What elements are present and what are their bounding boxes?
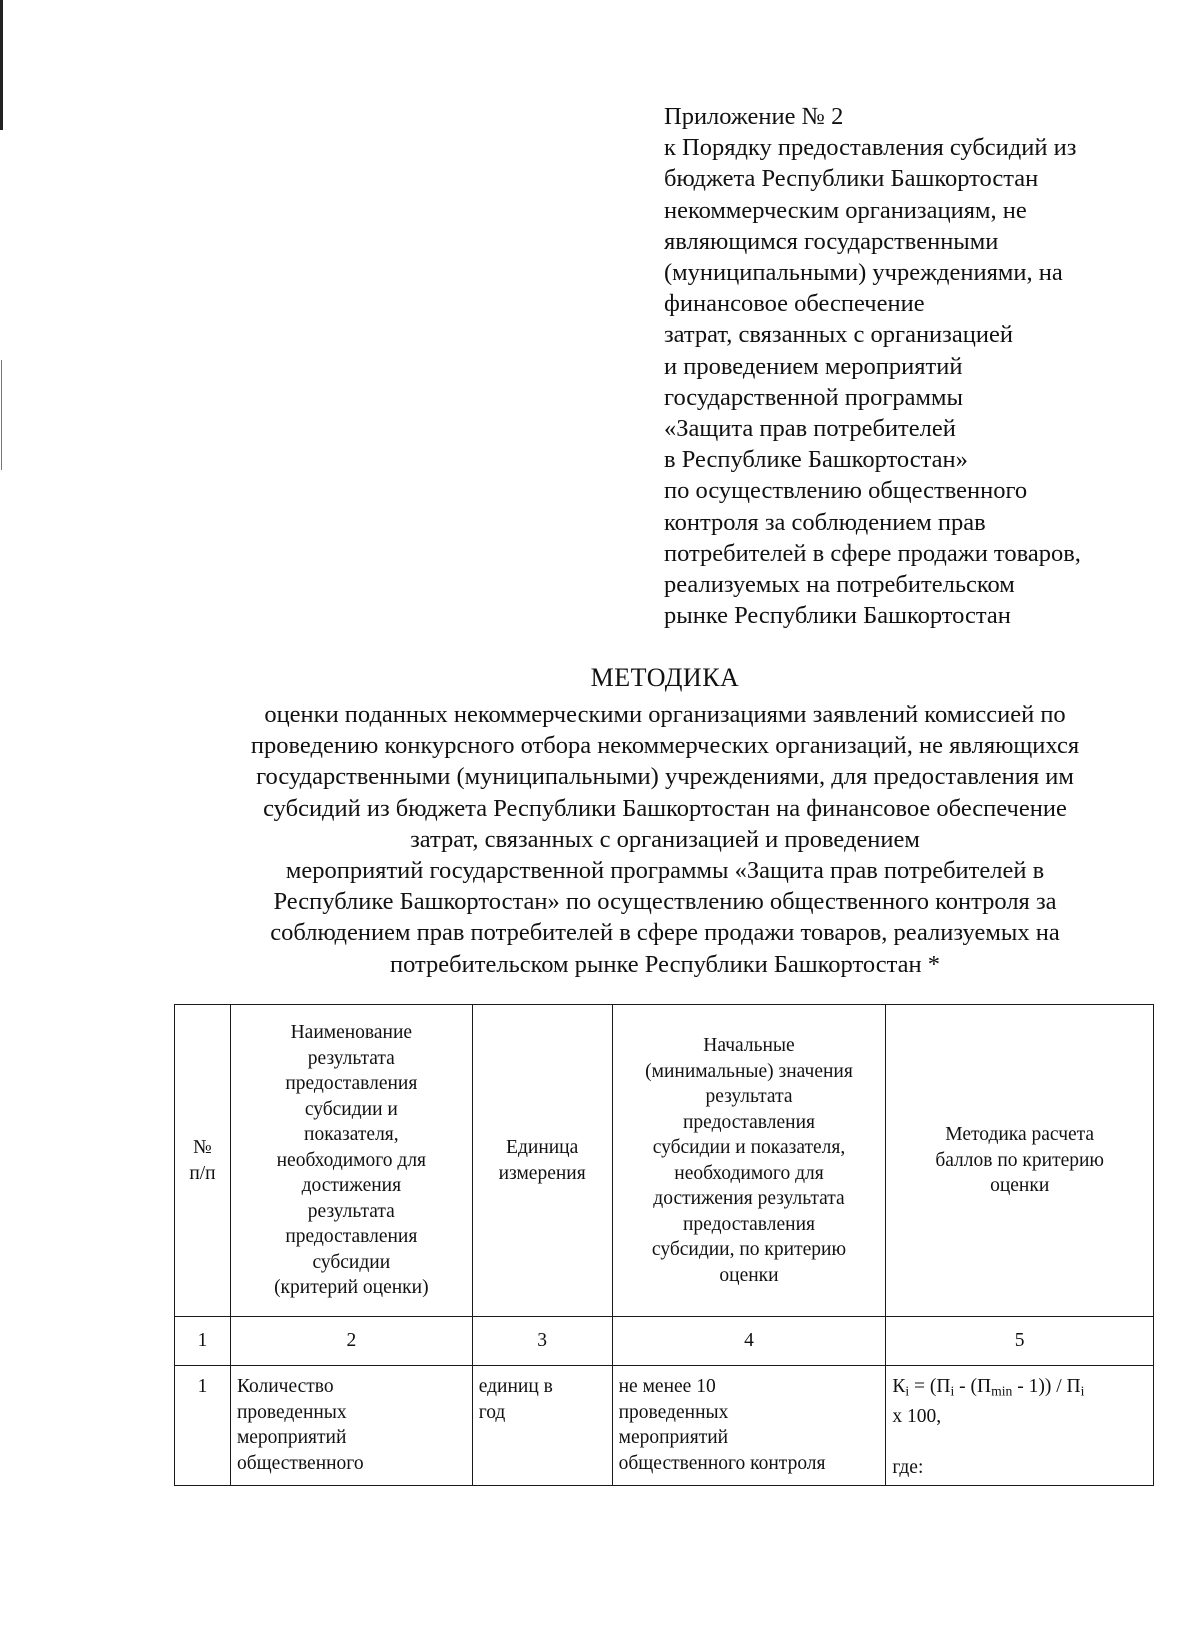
subtitle-line: затрат, связанных с организацией и проведением — [410, 825, 920, 853]
appendix-line: и проведением мероприятий — [664, 352, 963, 380]
column-number-row — [175, 1317, 1154, 1366]
appendix-line: «Защита прав потребителей — [664, 415, 956, 443]
appendix-line: реализуемых на потребительском — [664, 571, 1015, 599]
column-number: 3 — [472, 1317, 612, 1366]
subtitle-line: государственными (муниципальными) учреждениями, для предоставления им — [256, 763, 1074, 791]
appendix-line: контроля за соблюдением прав — [664, 508, 986, 536]
column-number: 4 — [612, 1317, 886, 1366]
appendix-line: в Республике Башкортостан» — [664, 446, 968, 474]
appendix-line: (муниципальными) учреждениями, на — [664, 259, 1063, 287]
formula-line: $К_i = (П_i - (П_{min} - 1)) / П_i$ — [892, 1376, 1085, 1399]
header-unit: Единица измерения — [472, 1005, 612, 1317]
appendix-line: финансовое обеспечение — [664, 290, 925, 318]
appendix-line: к Порядку предоставления субсидий из — [664, 134, 1077, 162]
header-num: № п/п — [175, 1005, 231, 1317]
subtitle-line: проведению конкурсного отбора некоммерческих организаций, не являющихся — [250, 732, 1080, 760]
column-number: 1 — [175, 1317, 231, 1366]
appendix-line: бюджета Республики Башкортостан — [664, 165, 1039, 193]
appendix-line: некоммерческим организациям, не — [664, 196, 1027, 224]
row-criterion-name: Количество проведенных мероприятий общественного — [230, 1366, 472, 1486]
subtitle-line: мероприятий государственной программы «Защита прав потребителей в — [285, 857, 1045, 885]
appendix-line: рынке Республики Башкортостан — [664, 602, 1011, 630]
subtitle-line: оценки поданных некоммерческими организациями заявлений комиссией по — [264, 701, 1066, 728]
column-number: 5 — [886, 1317, 1154, 1366]
column-number: 2 — [230, 1317, 472, 1366]
subtitle-line: Республике Башкортостан» по осуществлению общественного контроля за — [273, 888, 1057, 916]
formula-line: х 100, — [892, 1405, 942, 1427]
criteria-table — [174, 1004, 1154, 1486]
header-method: Методика расчета баллов по критерию оценки — [886, 1005, 1154, 1317]
table-row — [175, 1366, 1154, 1486]
scan-edge-mark — [1, 360, 2, 470]
subtitle-line: субсидий из бюджета Республики Башкортостан на финансовое обеспечение — [263, 794, 1067, 822]
row-formula — [886, 1366, 1154, 1486]
appendix-line: по осуществлению общественного — [664, 477, 1028, 505]
appendix-line: государственной программы — [664, 383, 963, 411]
document-subtitle — [150, 699, 1180, 980]
appendix-line: потребителей в сфере продажи товаров, — [664, 539, 1081, 567]
appendix-line: являющимся государственными — [664, 227, 999, 255]
scan-edge-mark — [0, 0, 3, 130]
row-number: 1 — [175, 1366, 231, 1486]
header-initial: Начальные (минимальные) значения результата предоставления субсидии и показателя, необходимого для достижения результата предоставления субсидии, по критерию оценки — [612, 1005, 886, 1317]
row-unit: единиц в год — [472, 1366, 612, 1486]
formula-where: где: — [892, 1457, 924, 1479]
subtitle-line: соблюдением прав потребителей в сфере продажи товаров, реализуемых на — [270, 919, 1060, 947]
row-initial-value: не менее 10 проведенных мероприятий общественного контроля — [612, 1366, 886, 1486]
appendix-line: Приложение № 2 — [664, 103, 844, 130]
header-name: Наименование результата предоставления субсидии и показателя, необходимого для достижения результата предоставления субсидии (критерий оценки) — [230, 1005, 472, 1317]
document-title: МЕТОДИКА — [590, 663, 740, 692]
table-header-row — [175, 1005, 1154, 1317]
appendix-line: затрат, связанных с организацией — [664, 321, 1013, 349]
appendix-block — [664, 101, 1184, 631]
subtitle-line: потребительском рынке Республики Башкортостан * — [390, 950, 940, 978]
